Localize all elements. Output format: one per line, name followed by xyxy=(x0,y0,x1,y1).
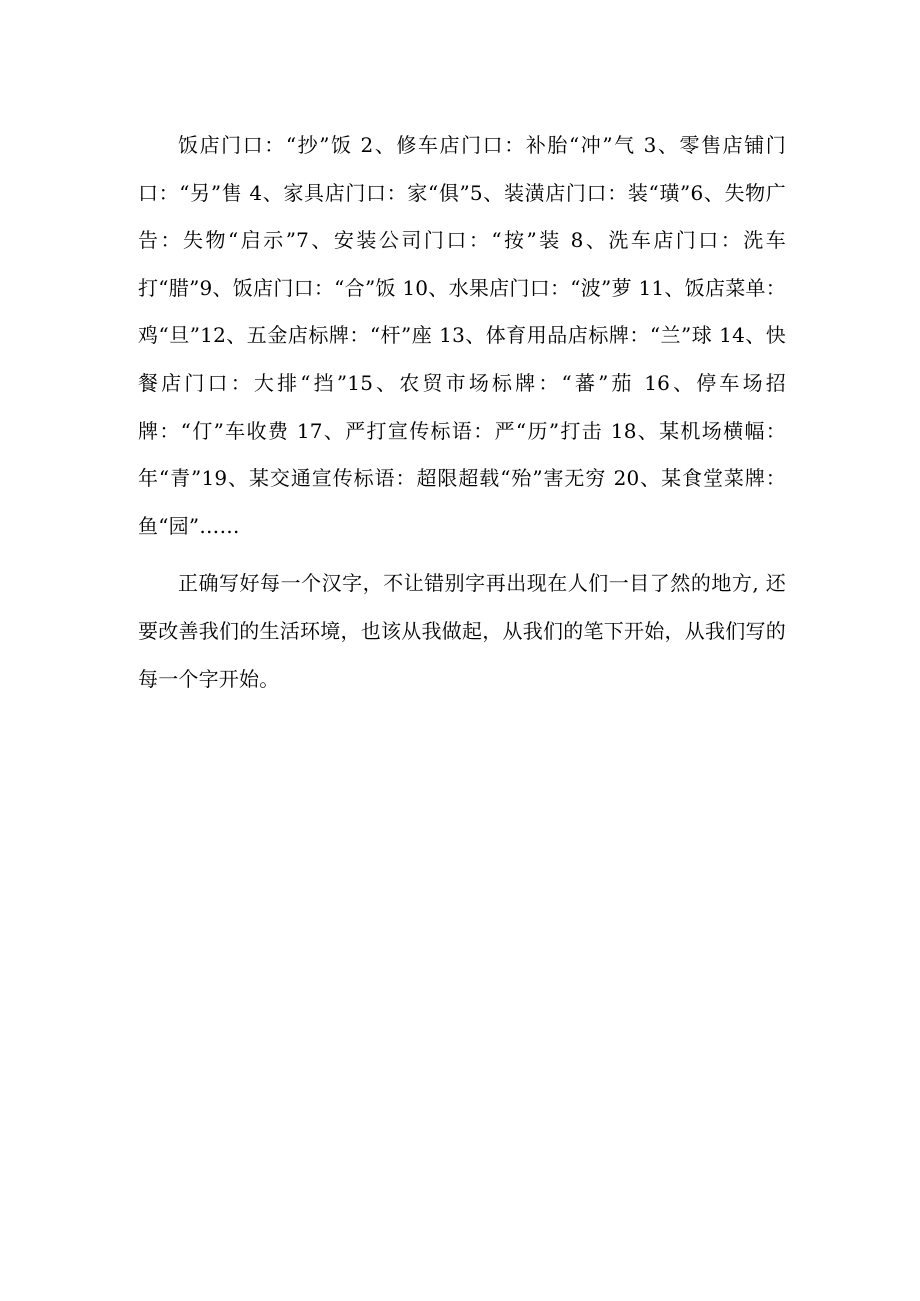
paragraph-misspellings-list: 饭店门口：“抄”饭 2、修车店门口：补胎“冲”气 3、零售店铺门口：“另”售 4、家具店门口：家“俱”5、装潢店门口：装“璜”6、失物广告：失物“启示”7、安装公司门口：“按”装 8、洗车店门口：洗车打“腊”9、饭店门口：“合”饭 10、水果店门口：“波”萝 11、饭店菜单：鸡“旦”12、五金店标牌：“杆”座 13、体育用品店标牌：“兰”球 14、快餐店门口：大排“挡”15、农贸市场标牌：“蕃”茄 16、停车场招牌：“仃”车收费 17、严打宣传标语：严“历”打击 18、某机场横幅：年“青”19、某交通宣传标语：超限超载“殆”害无穷 20、某食堂菜牌：鱼“园”…… xyxy=(138,133,786,538)
paragraph-conclusion: 正确写好每一个汉字，不让错别字再出现在人们一目了然的地方, 还要改善我们的生活环境，也该从我做起，从我们的笔下开始，从我们写的每一个字开始。 xyxy=(138,571,786,691)
document-body xyxy=(138,122,786,703)
